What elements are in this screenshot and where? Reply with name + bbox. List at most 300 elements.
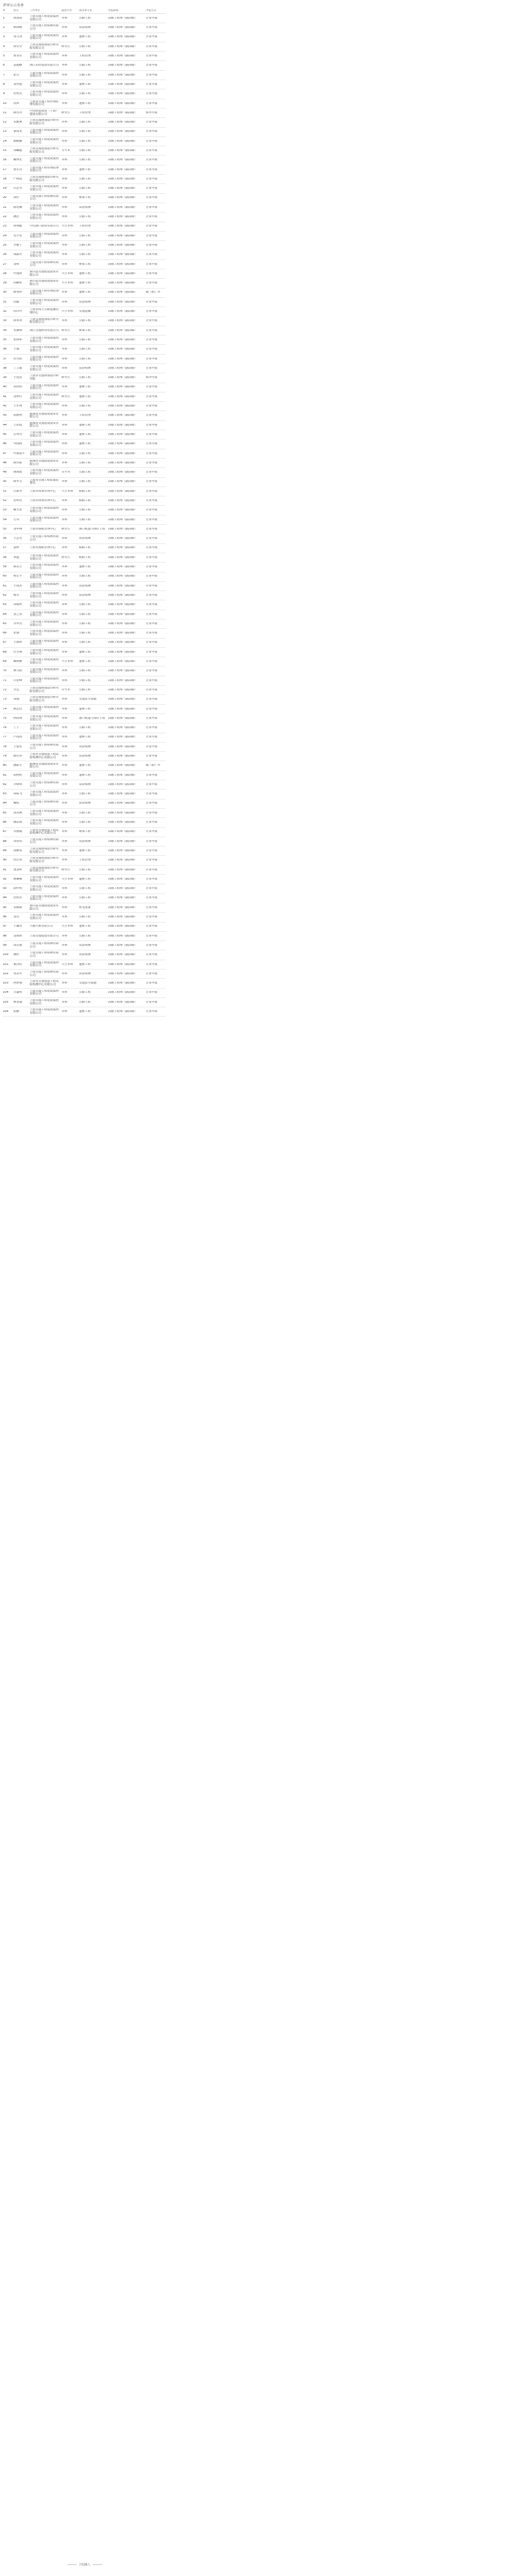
cell-education: 本科 xyxy=(62,896,68,900)
cell-name: 曹永乐 xyxy=(13,55,23,58)
cell-education: 本科 xyxy=(62,215,68,219)
cell-title-applied: 高级工程师（副高级） xyxy=(108,622,138,625)
cell-employer: 浙江交通科技有限公司 xyxy=(30,329,59,332)
table-row xyxy=(3,818,166,827)
cell-employer: 宁波交通工程建设集团有限公司 xyxy=(30,232,59,239)
cell-name: 丁立超 xyxy=(13,366,23,370)
cell-name: 余华杰 xyxy=(13,622,23,625)
cell-application-method: 正常申报 xyxy=(146,282,158,285)
cell-employer: 宁波交通工程检测有限公司 xyxy=(30,971,59,977)
cell-name: 严晓霞 xyxy=(13,177,23,181)
table-row xyxy=(3,109,166,118)
table-row xyxy=(3,723,166,733)
cell-name: 范明亮 xyxy=(13,499,23,502)
cell-application-method: 正常申报 xyxy=(146,121,158,124)
table-row xyxy=(3,610,166,619)
cell-application-method: 正常申报 xyxy=(146,991,158,995)
cell-index: 101 xyxy=(3,963,9,966)
cell-index: 50 xyxy=(3,480,7,484)
cell-index: 4 xyxy=(3,45,5,48)
cell-employer: 宁波交通工程建设集团有限公司 xyxy=(30,157,59,164)
cell-title-applied: 高级工程师（副高级） xyxy=(108,348,138,351)
cell-education: 本科 xyxy=(62,972,68,975)
cell-application-method: 正常申报 xyxy=(146,262,158,266)
cell-index: 32 xyxy=(3,310,7,314)
cell-employer: 宁波交通工程建设集团有限公司 xyxy=(30,393,59,400)
cell-specialty: 道桥工程 xyxy=(79,963,91,966)
cell-title-applied: 高级工程师（副高级） xyxy=(108,282,138,285)
cell-index: 43 xyxy=(3,414,7,417)
cell-employer: 宁波交通工程建设集团有限公司 xyxy=(30,251,59,258)
cell-application-method: 正常申报 xyxy=(146,55,158,58)
table-row xyxy=(3,970,166,979)
cell-name: 郭轩 xyxy=(13,196,20,200)
cell-application-method: 正常申报 xyxy=(146,527,158,531)
cell-education: 大学本科 xyxy=(62,963,74,966)
table-row xyxy=(3,80,166,89)
cell-specialty: 船舶工程 xyxy=(79,556,91,559)
cell-application-method: 破（聘）评 xyxy=(146,291,161,294)
cell-name: 万鑫明 xyxy=(13,991,23,995)
table-row xyxy=(3,714,166,723)
table-row xyxy=(3,184,166,193)
table-row xyxy=(3,496,166,506)
cell-application-method: 正常申报 xyxy=(146,707,158,711)
cell-title-applied: 高级工程师（副高级） xyxy=(108,716,138,720)
cell-title-applied: 高级工程师（副高级） xyxy=(108,868,138,871)
cell-title-applied: 高级工程师（副高级） xyxy=(108,489,138,493)
cell-employer: 宁波交通工程建设集团有限公司 xyxy=(30,34,59,41)
table-row xyxy=(3,430,166,439)
cell-specialty: 道桥工程 xyxy=(79,773,91,777)
cell-title-applied: 高级工程师（副高级） xyxy=(108,319,138,323)
cell-application-method: 正常申报 xyxy=(146,565,158,569)
cell-application-method: 正常申报 xyxy=(146,716,158,720)
cell-index: 40 xyxy=(3,386,7,389)
cell-employer: 宁波交通工程建设集团有限公司 xyxy=(30,516,59,523)
cell-employer: 宁波交通工程建设集团有限公司 xyxy=(30,337,59,343)
cell-employer: 宁波交通工程建设集团有限公司 xyxy=(30,876,59,882)
table-row xyxy=(3,373,166,383)
cell-employer: 宁波交通规划设计研究院有限公司 xyxy=(30,857,59,864)
cell-index: 23 xyxy=(3,225,7,228)
cell-education: 本科 xyxy=(62,1000,68,1004)
cell-education: 本科 xyxy=(62,953,68,957)
cell-name: 吕松峰 xyxy=(13,679,23,682)
cell-application-method: 转评申报 xyxy=(146,111,158,114)
cell-employer: 宁波市交通建设工程试验检测中心有限公司 xyxy=(30,980,59,986)
cell-title-applied: 高级工程师（副高级） xyxy=(108,698,138,701)
cell-index: 78 xyxy=(3,745,7,748)
cell-employer: 宁波市港航管理中心 xyxy=(30,527,56,531)
column-header-specialty: 现从事专业 xyxy=(79,9,92,12)
cell-specialty: 公路工程 xyxy=(79,338,91,341)
cell-index: 79 xyxy=(3,755,7,758)
cell-index: 97 xyxy=(3,925,7,928)
cell-application-method: 正常申报 xyxy=(146,1000,158,1004)
cell-index: 85 xyxy=(3,811,7,815)
cell-title-applied: 高级工程师（副高级） xyxy=(108,405,138,408)
cell-title-applied: 高级工程师（副高级） xyxy=(108,442,138,446)
cell-employer: 宁波交通工程建设集团有限公司 xyxy=(30,554,59,561)
table-row xyxy=(3,780,166,790)
cell-education: 本科 xyxy=(62,584,68,588)
cell-name: 薛冠琳 xyxy=(13,206,23,209)
cell-name: 张海荣 xyxy=(13,338,23,341)
cell-name: 朱森锋 xyxy=(13,329,23,332)
cell-specialty: 公路工程 xyxy=(79,896,91,900)
cell-index: 93 xyxy=(3,887,7,891)
cell-name: 蔡东方 xyxy=(13,565,23,569)
cell-index: 7 xyxy=(3,73,5,77)
cell-title-applied: 高级工程师（副高级） xyxy=(108,982,138,985)
cell-index: 17 xyxy=(3,168,7,171)
column-header-name: 姓名 xyxy=(13,9,19,12)
cell-title-applied: 高级工程师（副高级） xyxy=(108,849,138,852)
cell-application-method: 正常申报 xyxy=(146,45,158,48)
cell-specialty: 公路工程 xyxy=(79,991,91,995)
cell-employer: 宁波交通工程建设集团有限公司 xyxy=(30,715,59,722)
cell-employer: 宁波交通工程建设集团有限公司 xyxy=(30,592,59,599)
cell-application-method: 正常申报 xyxy=(146,537,158,541)
cell-specialty: 公路工程 xyxy=(79,1000,91,1004)
cell-index: 36 xyxy=(3,348,7,351)
cell-application-method: 正常申报 xyxy=(146,442,158,446)
table-row xyxy=(3,61,166,70)
cell-application-method: 正常申报 xyxy=(146,253,158,257)
cell-education: 本科 xyxy=(62,338,68,341)
cell-education: 专升本 xyxy=(62,688,71,691)
cell-title-applied: 高级工程师（副高级） xyxy=(108,745,138,748)
cell-name: 王彩霞 xyxy=(13,423,23,427)
cell-application-method: 正常申报 xyxy=(146,953,158,957)
cell-employer: 中国铁建投资（宁波）建设有限公司 xyxy=(30,110,59,116)
cell-application-method: 正常申报 xyxy=(146,480,158,484)
cell-title-applied: 高级工程师（副高级） xyxy=(108,943,138,947)
cell-application-method: 正常申报 xyxy=(146,868,158,871)
column-header-education: 最高学历 xyxy=(62,9,72,12)
cell-application-method: 正常申报 xyxy=(146,679,158,682)
cell-employer: 宁波交通工程建设集团有限公司 xyxy=(30,621,59,627)
cell-education: 本科 xyxy=(62,764,68,768)
cell-name: 戴博宏 xyxy=(13,158,23,162)
cell-specialty: 公路工程 xyxy=(79,149,91,152)
table-row xyxy=(3,941,166,950)
cell-education: 本科 xyxy=(62,679,68,682)
cell-employer: 宁波交通工程检测有限公司 xyxy=(30,24,59,31)
cell-title-applied: 高级工程师（副高级） xyxy=(108,471,138,474)
cell-name: 乔圆圆 xyxy=(13,442,23,446)
cell-specialty: 公路工程 xyxy=(79,916,91,919)
cell-title-applied: 高级工程师（副高级） xyxy=(108,139,138,143)
cell-application-method: 正常申报 xyxy=(146,632,158,635)
cell-employer: 宁波交通工程建设集团有限公司 xyxy=(30,128,59,135)
cell-application-method: 正常申报 xyxy=(146,366,158,370)
table-row xyxy=(3,459,166,468)
cell-index: 70 xyxy=(3,669,7,673)
cell-index: 46 xyxy=(3,442,7,446)
cell-education: 本科 xyxy=(62,792,68,796)
cell-name: 郑钧伟 xyxy=(13,840,23,843)
cell-name: 王军利 xyxy=(13,405,23,408)
table-row xyxy=(3,572,166,582)
cell-employer: 宁波交通工程建设集团有限公司 xyxy=(30,53,59,59)
cell-education: 本科 xyxy=(62,499,68,502)
cell-application-method: 正常申报 xyxy=(146,102,158,105)
cell-index: 31 xyxy=(3,300,7,304)
cell-name: 方伟 xyxy=(13,518,20,521)
cell-education: 本科 xyxy=(62,253,68,257)
cell-title-applied: 高级工程师（副高级） xyxy=(108,925,138,928)
cell-index: 8 xyxy=(3,82,5,86)
cell-employer: 象山县交通建设投资有限公司 xyxy=(30,904,59,911)
cell-application-method: 正常申报 xyxy=(146,272,158,275)
table-row xyxy=(3,790,166,799)
cell-specialty: 机电设备 xyxy=(79,906,91,909)
cell-name: 金海涛 xyxy=(13,934,23,938)
cell-title-applied: 高级工程师（副高级） xyxy=(108,877,138,881)
cell-specialty: 公路工程 xyxy=(79,234,91,237)
cell-education: 本科 xyxy=(62,537,68,541)
cell-application-method: 正常申报 xyxy=(146,963,158,966)
cell-index: 14 xyxy=(3,139,7,143)
cell-title-applied: 高级工程师（副高级） xyxy=(108,234,138,237)
cell-index: 71 xyxy=(3,679,7,682)
cell-index: 91 xyxy=(3,868,7,871)
cell-application-method: 正常申报 xyxy=(146,792,158,796)
cell-employer: 宁波交通工程建设集团有限公司 xyxy=(30,611,59,618)
cell-name: 阿涛锋 xyxy=(13,716,23,720)
cell-application-method: 正常申报 xyxy=(146,688,158,691)
table-row xyxy=(3,866,166,875)
cell-application-method: 正常申报 xyxy=(146,158,158,162)
cell-title-applied: 高级工程师（副高级） xyxy=(108,773,138,777)
cell-title-applied: 高级工程师（副高级） xyxy=(108,934,138,938)
cell-specialty: 道桥工程 xyxy=(79,433,91,436)
cell-index: 105 xyxy=(3,1000,9,1004)
cell-application-method: 正常申报 xyxy=(146,972,158,975)
cell-name: 岳秀亮 xyxy=(13,433,23,436)
table-row xyxy=(3,846,166,856)
cell-education: 本科 xyxy=(62,64,68,67)
table-row xyxy=(3,516,166,525)
cell-application-method: 正常申报 xyxy=(146,73,158,77)
cell-application-method: 正常申报 xyxy=(146,660,158,664)
cell-title-applied: 高级工程师（副高级） xyxy=(108,1000,138,1004)
cell-education: 专升本 xyxy=(62,471,71,474)
cell-education: 本科 xyxy=(62,518,68,521)
total-count: 共106人 xyxy=(79,2563,91,2567)
cell-index: 88 xyxy=(3,840,7,843)
cell-specialty: 工程管理 xyxy=(79,859,91,862)
cell-title-applied: 高级工程师（副高级） xyxy=(108,953,138,957)
cell-name: 金辉 xyxy=(13,262,20,266)
cell-specialty: 公路工程 xyxy=(79,868,91,871)
cell-education: 本科 xyxy=(62,916,68,919)
cell-education: 本科 xyxy=(62,26,68,30)
cell-employer: 宁波交通工程检测有限公司 xyxy=(30,952,59,959)
cell-employer: 宁波交通工程建设集团有限公司 xyxy=(30,91,59,98)
cell-employer: 宁波交通规划设计研究院有限公司 xyxy=(30,696,59,703)
cell-name: 潘思源 xyxy=(13,821,23,824)
cell-title-applied: 高级工程师（副高级） xyxy=(108,660,138,664)
table-row xyxy=(3,317,166,326)
cell-index: 69 xyxy=(3,660,7,664)
cell-education: 本科 xyxy=(62,934,68,938)
cell-application-method: 正常申报 xyxy=(146,187,158,190)
cell-index: 15 xyxy=(3,149,7,152)
cell-employer: 宁波交通工程建设集团有限公司 xyxy=(30,819,59,826)
cell-index: 60 xyxy=(3,575,7,578)
cell-employer: 宁波交通工程建设集团有限公司 xyxy=(30,630,59,636)
cell-specialty: 试验检测 xyxy=(79,755,91,758)
cell-education: 本科 xyxy=(62,102,68,105)
cell-education: 本科 xyxy=(62,887,68,891)
cell-application-method: 正常申报 xyxy=(146,206,158,209)
cell-specialty: 公路工程 xyxy=(79,688,91,691)
cell-education: 本科 xyxy=(62,546,68,550)
cell-title-applied: 高级工程师（副高级） xyxy=(108,546,138,550)
cell-name: 金佳超 xyxy=(13,82,23,86)
cell-specialty: 公路工程 xyxy=(79,243,91,247)
cell-employer: 宁波交通工程建设集团有限公司 xyxy=(30,705,59,712)
cell-specialty: 公路工程 xyxy=(79,887,91,891)
cell-index: 63 xyxy=(3,603,7,607)
cell-employer: 宁波交通规划设计研究院有限公司 xyxy=(30,176,59,182)
cell-title-applied: 高级工程师（副高级） xyxy=(108,736,138,739)
cell-title-applied: 高级工程师（副高级） xyxy=(108,792,138,796)
cell-specialty: 试验检测 xyxy=(79,943,91,947)
cell-index: 68 xyxy=(3,650,7,654)
cell-name: 蔡长平 xyxy=(13,575,23,578)
cell-index: 81 xyxy=(3,773,7,777)
cell-index: 3 xyxy=(3,35,5,39)
cell-index: 99 xyxy=(3,943,7,947)
cell-employer: 宁波市海事管理中心 xyxy=(30,499,56,502)
cell-title-applied: 高级工程师（副高级） xyxy=(108,896,138,900)
cell-education: 本科 xyxy=(62,982,68,985)
cell-index: 95 xyxy=(3,906,7,909)
cell-application-method: 正常申报 xyxy=(146,887,158,891)
cell-title-applied: 高级工程师（副高级） xyxy=(108,262,138,266)
table-row xyxy=(3,648,166,657)
cell-specialty: 道桥工程 xyxy=(79,565,91,569)
table-row xyxy=(3,298,166,307)
cell-employer: 慈溪市交通建设投资有限公司 xyxy=(30,412,59,419)
table-row xyxy=(3,600,166,610)
cell-application-method: 正常申报 xyxy=(146,603,158,607)
cell-index: 48 xyxy=(3,461,7,464)
cell-name: 董成龙 xyxy=(13,130,23,134)
cell-education: 本科 xyxy=(62,906,68,909)
cell-index: 39 xyxy=(3,376,7,380)
cell-education: 研究生 xyxy=(62,45,71,48)
table-row xyxy=(3,212,166,222)
cell-index: 59 xyxy=(3,565,7,569)
cell-title-applied: 高级工程师（副高级） xyxy=(108,991,138,995)
cell-application-method: 正常申报 xyxy=(146,471,158,474)
table-row xyxy=(3,743,166,752)
cell-index: 102 xyxy=(3,972,9,975)
cell-specialty: 公路工程 xyxy=(79,934,91,938)
cell-name: 颜志浩 xyxy=(13,707,23,711)
cell-index: 66 xyxy=(3,632,7,635)
cell-specialty: 公路工程 xyxy=(79,215,91,219)
cell-education: 本科 xyxy=(62,121,68,124)
table-row xyxy=(3,894,166,903)
cell-name: 潘振宇 xyxy=(13,764,23,768)
table-row xyxy=(3,222,166,232)
cell-index: 75 xyxy=(3,716,7,720)
cell-employer: 宁波交通工程建设集团有限公司 xyxy=(30,431,59,438)
cell-application-method: 正常申报 xyxy=(146,499,158,502)
cell-education: 本科 xyxy=(62,480,68,484)
cell-name: 胡德柯 xyxy=(13,414,23,417)
footer-divider-right xyxy=(93,2564,102,2565)
cell-title-applied: 高级工程师（副高级） xyxy=(108,310,138,314)
cell-index: 41 xyxy=(3,395,7,398)
cell-specialty: 道桥工程 xyxy=(79,82,91,86)
table-body xyxy=(3,14,166,1017)
cell-employer: 宁波交通工程建设集团有限公司 xyxy=(30,384,59,391)
cell-education: 本科 xyxy=(62,755,68,758)
cell-name: 戴彪 xyxy=(13,802,20,805)
cell-title-applied: 高级工程师（副高级） xyxy=(108,168,138,171)
cell-employer: 宁波交通规划设计研究院有限公司 xyxy=(30,866,59,873)
cell-title-applied: 高级工程师（副高级） xyxy=(108,64,138,67)
cell-employer: 宁波交通规划设计研究院有限公司 xyxy=(30,687,59,693)
cell-specialty: 公路工程 xyxy=(79,177,91,181)
cell-name: 胡明明 xyxy=(13,773,23,777)
cell-application-method: 正常申报 xyxy=(146,509,158,512)
cell-employer: 象山县交通建设投资有限公司 xyxy=(30,280,59,286)
cell-education: 本科 xyxy=(62,386,68,389)
cell-index: 56 xyxy=(3,537,7,541)
cell-employer: 宁波交通工程建设集团有限公司 xyxy=(30,1008,59,1015)
cell-specialty: 交通运输 xyxy=(79,310,91,314)
cell-index: 72 xyxy=(3,688,7,691)
table-row xyxy=(3,799,166,809)
cell-education: 本科 xyxy=(62,168,68,171)
cell-title-applied: 高级工程师（副高级） xyxy=(108,509,138,512)
cell-education: 研究生 xyxy=(62,329,71,332)
cell-application-method: 正常申报 xyxy=(146,82,158,86)
cell-name: 朱敏丽 xyxy=(13,906,23,909)
cell-index: 104 xyxy=(3,991,9,995)
cell-title-applied: 高级工程师（副高级） xyxy=(108,55,138,58)
page-title: 评审公示名单 xyxy=(3,3,24,8)
cell-specialty: 公路工程 xyxy=(79,357,91,361)
cell-name: 毛少龙 xyxy=(13,234,23,237)
cell-employer: 象山县交通建设投资有限公司 xyxy=(30,271,59,277)
table-row xyxy=(3,676,166,686)
cell-specialty: 公路工程 xyxy=(79,509,91,512)
table-row xyxy=(3,639,166,648)
table-row xyxy=(3,232,166,241)
cell-index: 29 xyxy=(3,282,7,285)
table-header-row xyxy=(3,8,166,14)
column-header-employer: 工作单位 xyxy=(30,9,40,12)
table-row xyxy=(3,913,166,922)
cell-application-method: 正常申报 xyxy=(146,669,158,673)
cell-application-method: 正常申报 xyxy=(146,840,158,843)
cell-title-applied: 高级工程师（副高级） xyxy=(108,338,138,341)
footer-divider-left xyxy=(67,2564,77,2565)
cell-specialty: 道桥工程 xyxy=(79,877,91,881)
cell-employer: 宁波交通工程建设集团有限公司 xyxy=(30,138,59,145)
table-row xyxy=(3,250,166,260)
cell-name: 陈佳振 xyxy=(13,461,23,464)
